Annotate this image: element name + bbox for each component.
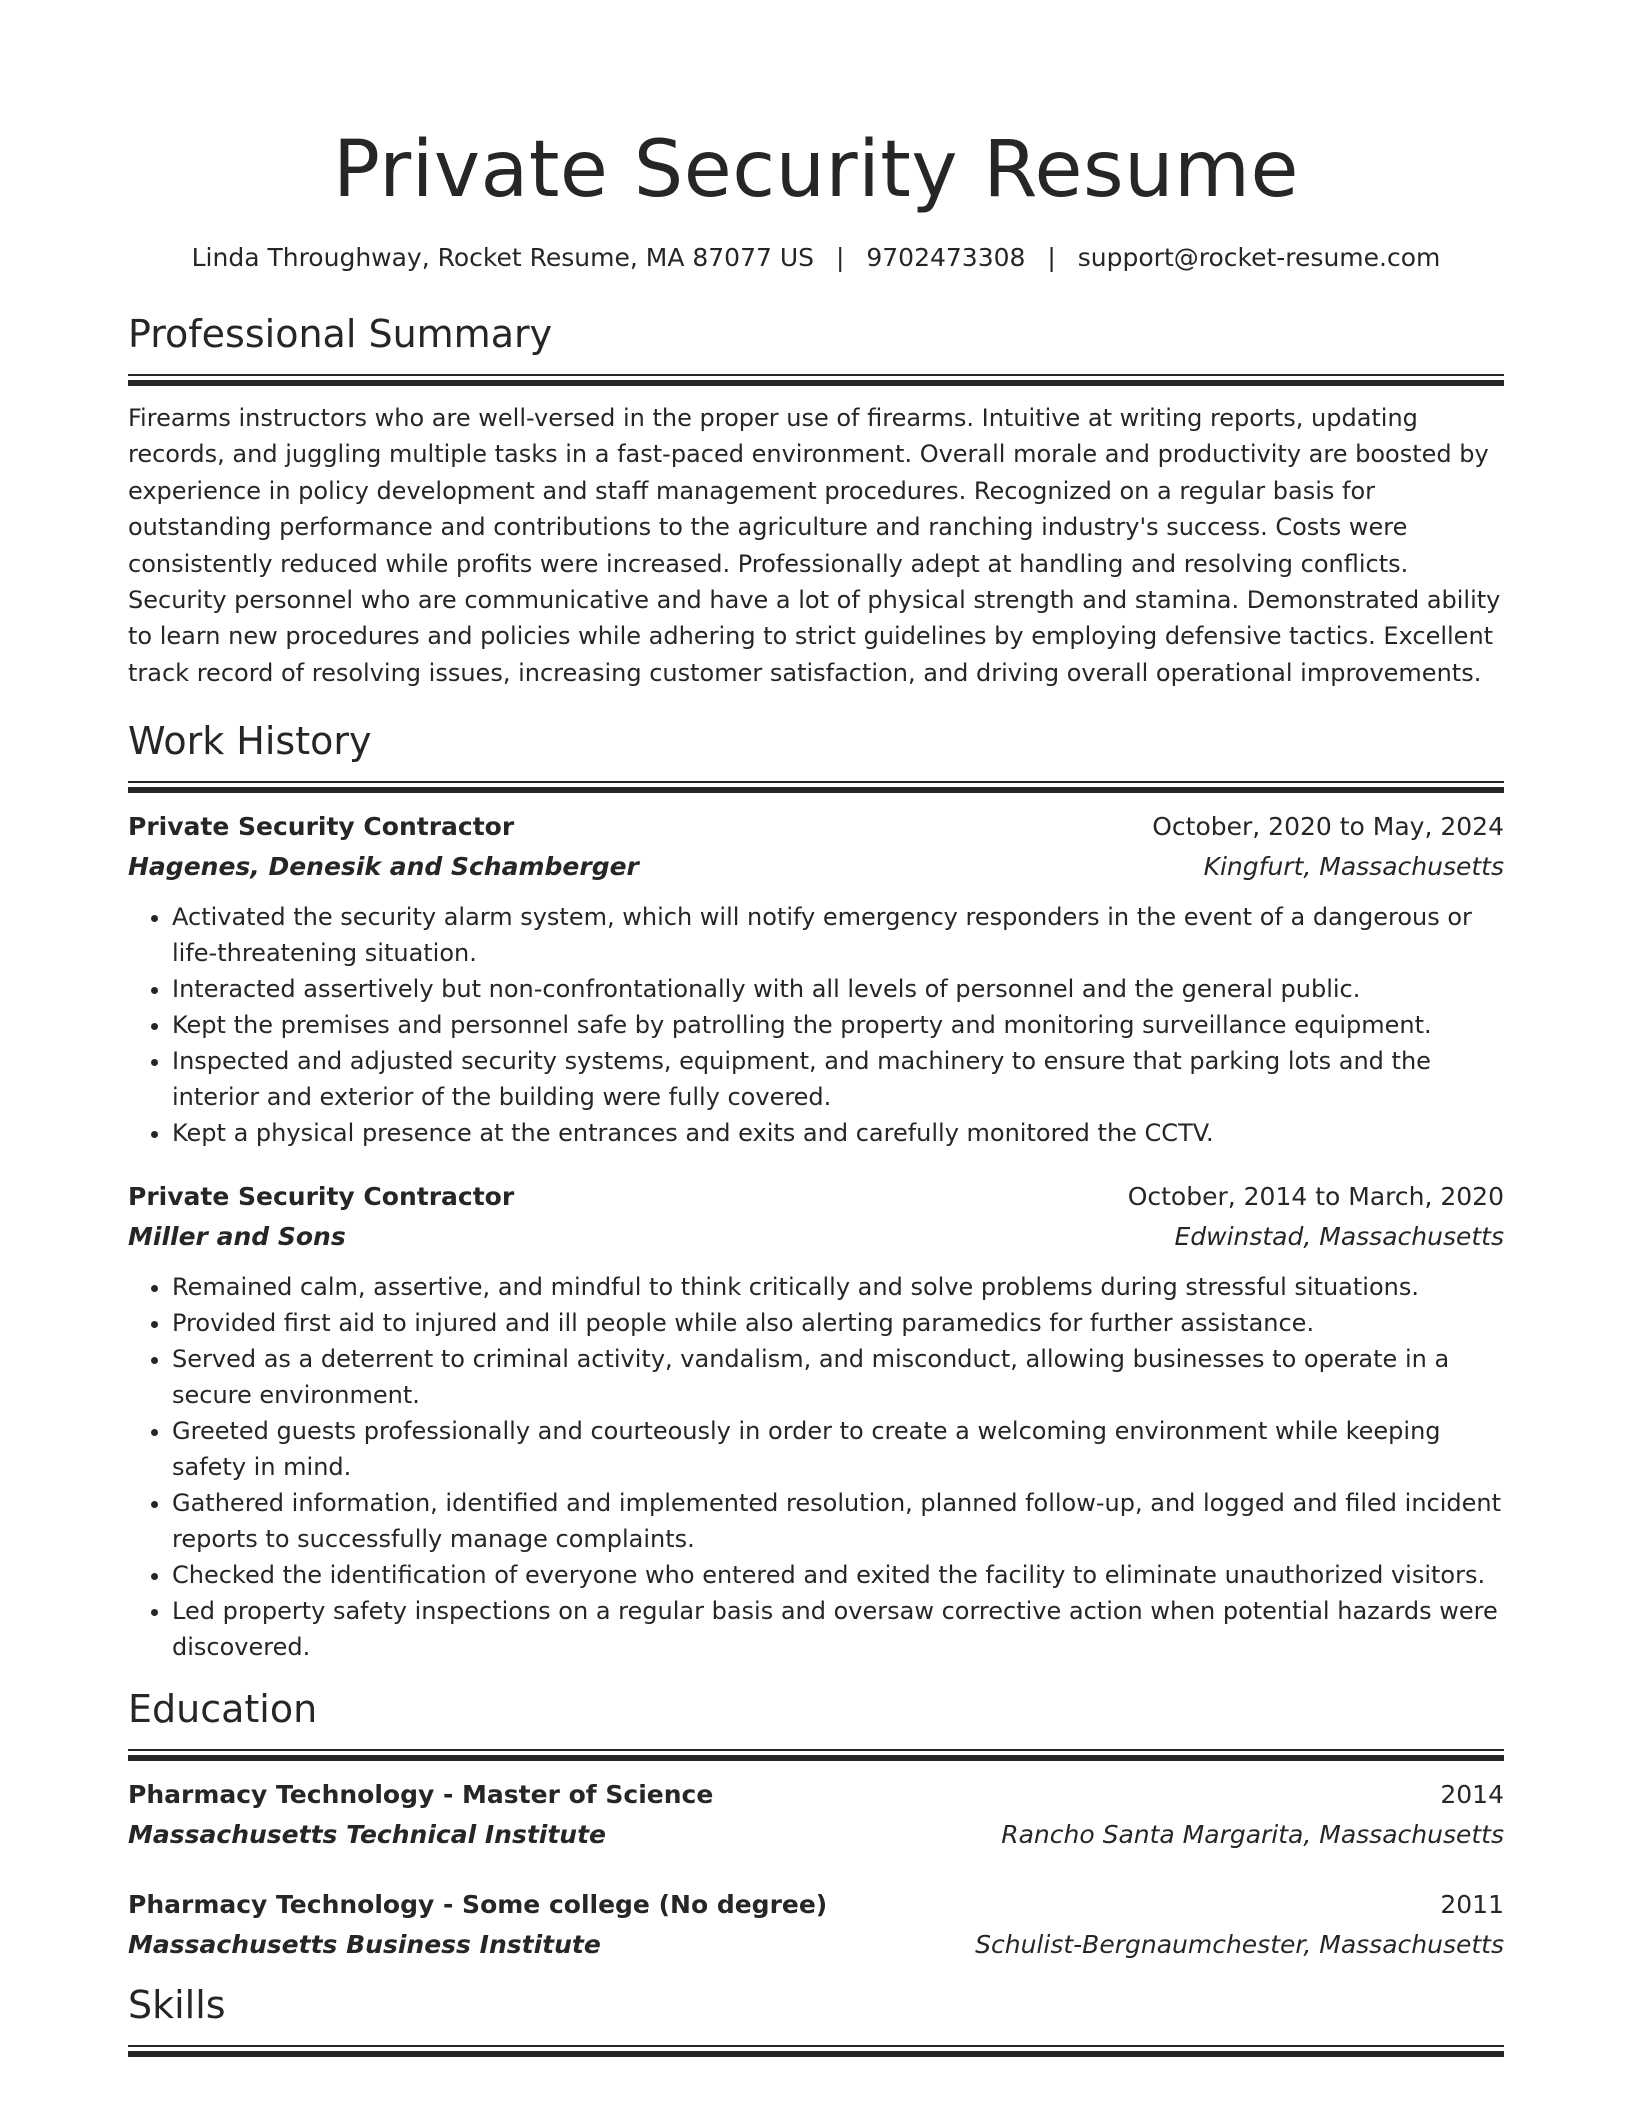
job-entry xyxy=(128,1177,1504,1665)
contact-separator: | xyxy=(835,243,845,272)
section-divider xyxy=(128,1749,1504,1761)
job-duty: • Remained calm, assertive, and mindful to think critically and solve problems during stressful situations. xyxy=(172,1269,1504,1305)
job-duty: • Kept a physical presence at the entrances and exits and carefully monitored the CCTV. xyxy=(172,1115,1504,1151)
job-duty: • Gathered information, identified and implemented resolution, planned follow-up, and logged and filed incident reports to successfully manage complaints. xyxy=(172,1485,1504,1557)
contact-line xyxy=(128,240,1504,276)
job-title: Private Security Contractor xyxy=(128,1182,515,1212)
job-duties-list xyxy=(128,899,1504,1151)
job-duty: • Inspected and adjusted security systems, equipment, and machinery to ensure that parking lots and the interior and exterior of the building were fully covered. xyxy=(172,1043,1504,1115)
contact-address: Linda Throughway, Rocket Resume, MA 87077 US xyxy=(191,243,815,272)
job-entry xyxy=(128,807,1504,1151)
section-heading-skills: Skills xyxy=(128,1983,226,2028)
job-duties-list xyxy=(128,1269,1504,1665)
job-duty: • Served as a deterrent to criminal activity, vandalism, and misconduct, allowing businesses to operate in a secure environment. xyxy=(172,1341,1504,1413)
contact-separator: | xyxy=(1047,243,1056,272)
job-duty: • Kept the premises and personnel safe by patrolling the property and monitoring surveillance equipment. xyxy=(172,1007,1504,1043)
resume-title: Private Security Resume xyxy=(332,125,1300,215)
section-heading-work-history: Work History xyxy=(128,719,372,764)
section-divider xyxy=(128,2045,1504,2057)
section-heading-education: Education xyxy=(128,1687,318,1732)
skills-section xyxy=(128,1979,1504,2057)
contact-email: support@rocket-resume.com xyxy=(1077,243,1441,272)
job-location: Kingfurt, Massachusetts xyxy=(1203,852,1504,882)
job-duty: • Activated the security alarm system, which will notify emergency responders in the event of a dangerous or life-threatening situation. xyxy=(172,899,1504,971)
education-section xyxy=(128,1683,1504,1965)
work-history-section xyxy=(128,715,1504,1665)
education-degree: Pharmacy Technology - Some college (No degree) xyxy=(128,1890,828,1920)
section-divider xyxy=(128,374,1504,386)
contact-phone: 9702473308 xyxy=(866,243,1026,272)
education-year: 2011 xyxy=(1440,1890,1504,1920)
job-duty: • Interacted assertively but non-confrontationally with all levels of personnel and the general public. xyxy=(172,971,1504,1007)
job-company: Hagenes, Denesik and Schamberger xyxy=(128,852,639,882)
section-divider xyxy=(128,781,1504,793)
job-company: Miller and Sons xyxy=(128,1222,346,1252)
job-dates: October, 2014 to March, 2020 xyxy=(1127,1182,1504,1212)
job-duty: • Greeted guests professionally and courteously in order to create a welcoming environment while keeping safety in mind. xyxy=(172,1413,1504,1485)
education-entry xyxy=(128,1885,1504,1965)
education-degree: Pharmacy Technology - Master of Science xyxy=(128,1780,714,1810)
education-year: 2014 xyxy=(1440,1780,1504,1810)
job-location: Edwinstad, Massachusetts xyxy=(1174,1222,1504,1252)
summary-section xyxy=(128,308,1504,691)
job-duty: • Led property safety inspections on a regular basis and oversaw corrective action when potential hazards were discovered. xyxy=(172,1593,1504,1665)
education-school: Massachusetts Business Institute xyxy=(128,1930,601,1960)
job-title: Private Security Contractor xyxy=(128,812,515,842)
education-school: Massachusetts Technical Institute xyxy=(128,1820,607,1850)
job-dates: October, 2020 to May, 2024 xyxy=(1152,812,1504,842)
education-entry xyxy=(128,1775,1504,1855)
summary-text: Firearms instructors who are well-versed in the proper use of firearms. Intuitive at writing reports, updating records, and juggling multiple tasks in a fast-paced environment. Overall morale and productivity are boosted by experience in policy development and staff management procedures. Recognized on a regular basis for outstanding performance and contributions to the agriculture and ranching industry's success. Costs were consistently reduced while profits were increased. Professionally adept at handling and resolving conflicts. Security personnel who are communicative and have a lot of physical strength and stamina. Demonstrated ability to learn new procedures and policies while adhering to strict guidelines by employing defensive tactics. Excellent track record of resolving issues, increasing customer satisfaction, and driving overall operational improvements. xyxy=(128,404,1501,687)
education-location: Rancho Santa Margarita, Massachusetts xyxy=(1001,1820,1504,1850)
section-heading-summary: Professional Summary xyxy=(128,312,553,356)
job-duty: • Provided first aid to injured and ill people while also alerting paramedics for further assistance. xyxy=(172,1305,1504,1341)
education-location: Schulist-Bergnaumchester, Massachusetts xyxy=(975,1930,1504,1960)
job-duty: • Checked the identification of everyone who entered and exited the facility to eliminate unauthorized visitors. xyxy=(172,1557,1504,1593)
